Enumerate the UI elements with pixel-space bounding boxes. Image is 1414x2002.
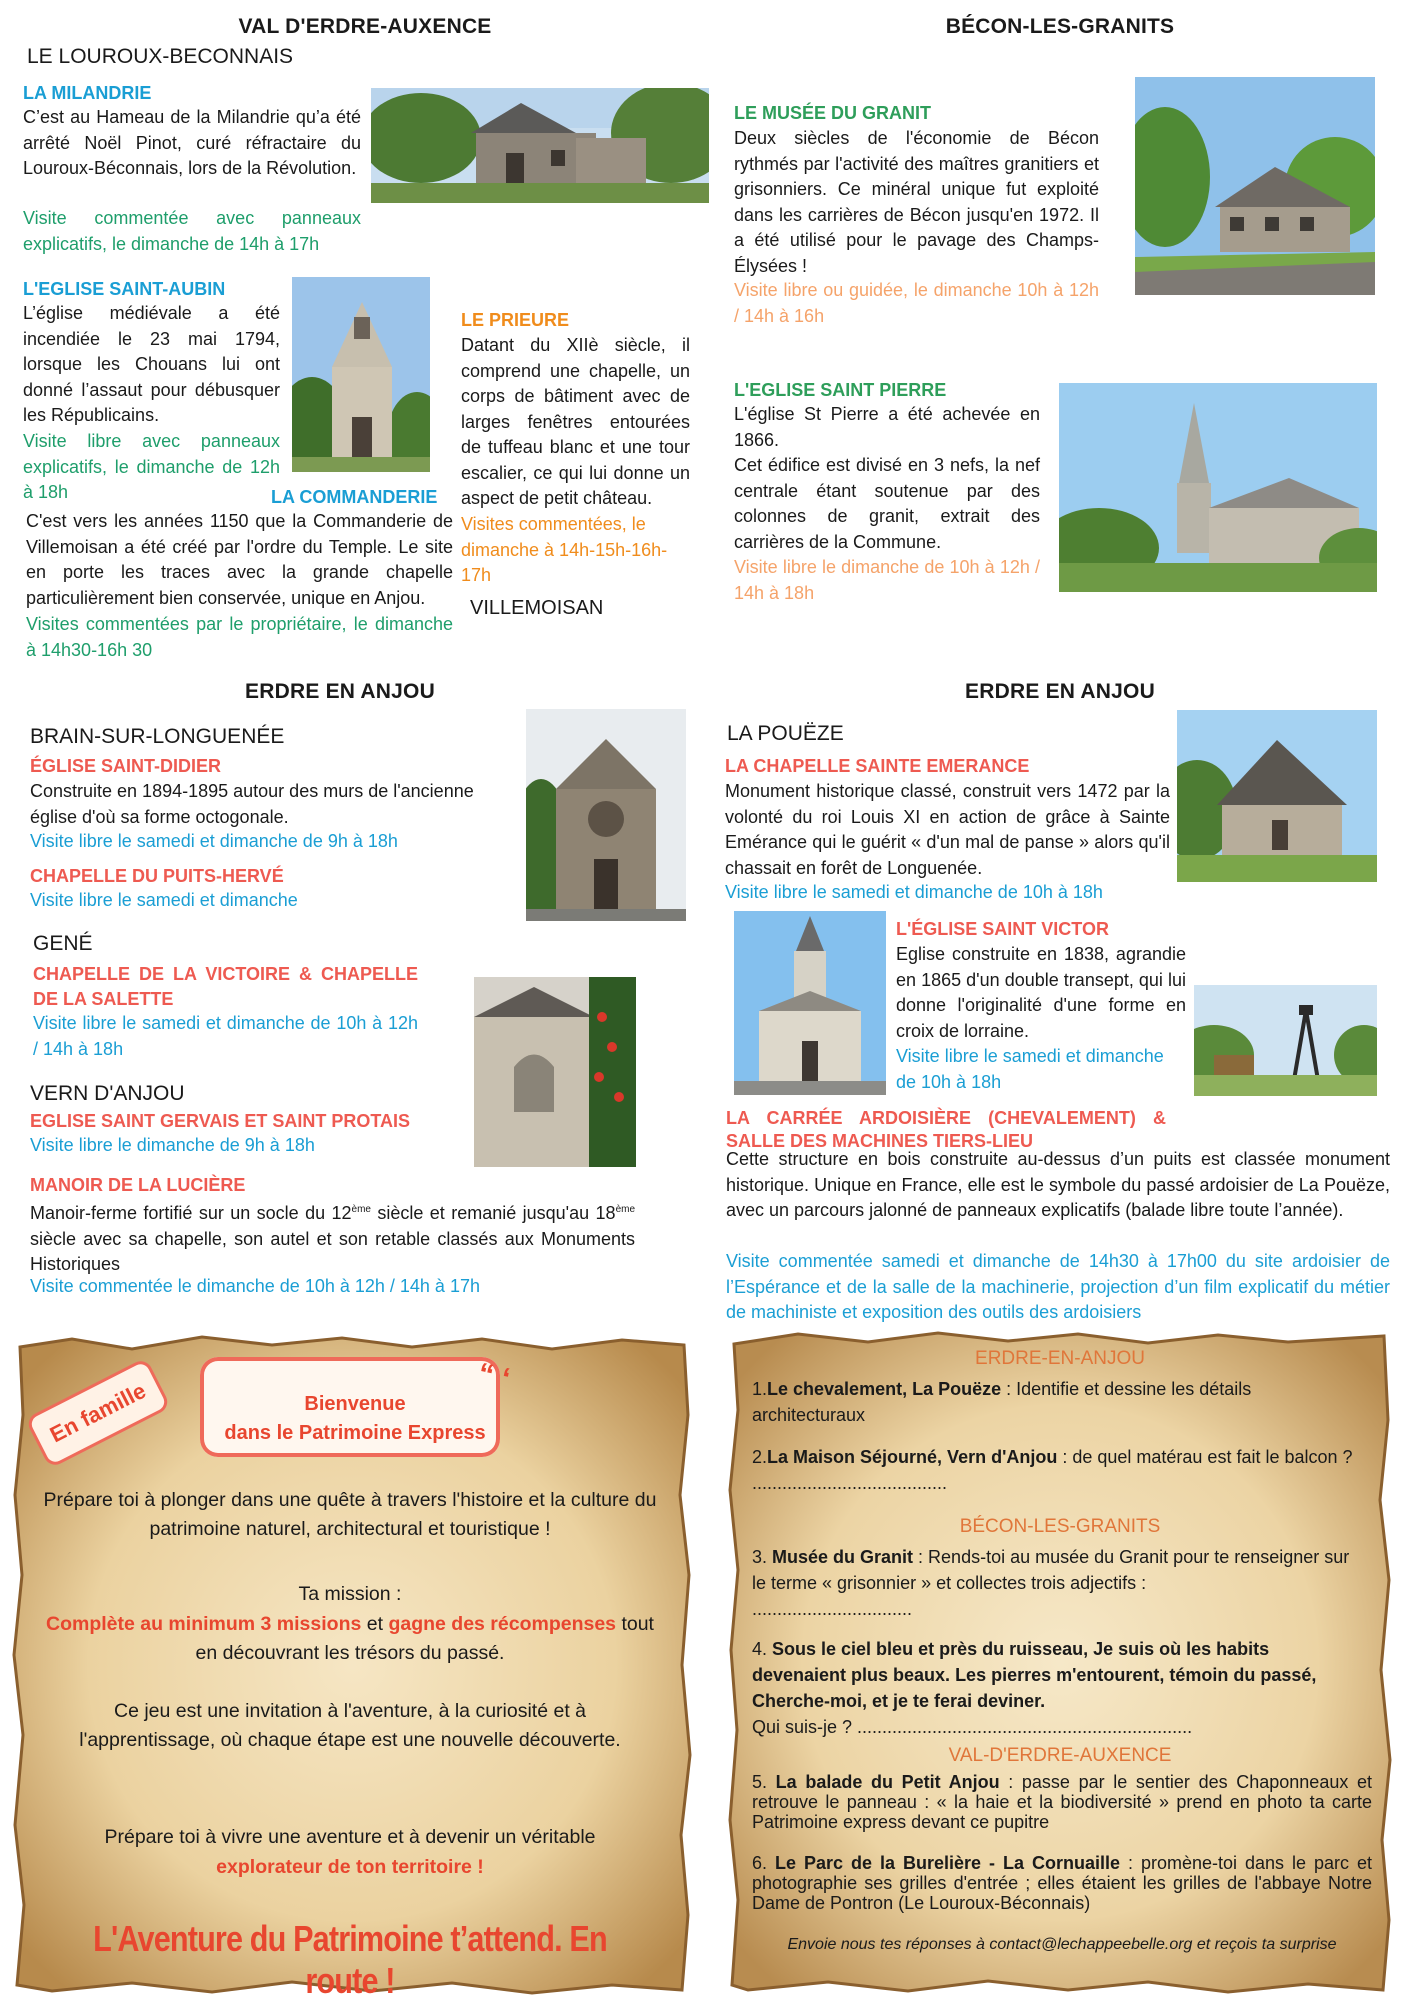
town-villemoisan: VILLEMOISAN — [470, 597, 604, 619]
town-gene: GENÉ — [33, 932, 93, 955]
question-3-dots: ................................ — [752, 1599, 913, 1619]
saint-victor-title: L'ÉGLISE SAINT VICTOR — [896, 919, 1109, 939]
prieure-visit: Visites commentées, le dimanche à 14h-15h-16h-17h — [461, 514, 668, 585]
saint-pierre-text1: L'église St Pierre a été achevée en 1866. — [734, 404, 1040, 450]
quiz-section-val-derdre: VAL-D'ERDRE-AUXENCE — [948, 1745, 1172, 1766]
saint-didier-visit: Visite libre le samedi et dimanche de 9h à 18h — [30, 831, 398, 851]
saint-pierre-visit: Visite libre le dimanche de 10h à 12h / 14h à 18h — [734, 557, 1040, 603]
emerance-title: LA CHAPELLE SAINTE EMERANCE — [725, 756, 1030, 776]
town-le-louroux: LE LOUROUX-BECONNAIS — [27, 45, 294, 68]
question-3: 3. Musée du Granit : Rends-toi au musée du Granit pour te renseigner sur le terme « grisonnier » et collectes trois adjectifs : — [752, 1547, 1350, 1593]
commanderie-visit: Visites commentées par le propriétaire, le dimanche à 14h30-16h 30 — [26, 614, 453, 660]
en-famille-badge: En famille — [25, 1357, 172, 1469]
town-vern: VERN D'ANJOU — [30, 1082, 185, 1105]
milandrie-visit: Visite commentée avec panneaux explicatifs, le dimanche de 14h à 17h — [23, 208, 361, 254]
invite-text: Ce jeu est une invitation à l'aventure, à la curiosité et à l'apprentissage, où chaque étape est une nouvelle découverte. — [79, 1700, 621, 1751]
saint-victor-visit: Visite libre le samedi et dimanche de 10h à 18h — [896, 1046, 1164, 1092]
spark-icon: “ ‘ — [475, 1357, 513, 1396]
luciere-text: Manoir-ferme fortifié sur un socle du 12ème siècle et remanié jusqu'au 18ème siècle avec sa chapelle, son autel et son retable classés aux Monuments Historiques — [30, 1203, 636, 1274]
town-la-poueze: LA POUËZE — [727, 722, 844, 745]
explorer-text: explorateur de ton territoire ! — [216, 1856, 484, 1878]
saint-aubin-photo — [292, 277, 430, 472]
milandrie-text: C’est au Hameau de la Milandrie qu’a été arrêté Noël Pinot, curé réfractaire du Louroux-Béconnais, lors de la Révolution. — [23, 107, 361, 178]
saint-victor-photo — [734, 911, 886, 1095]
saint-pierre-text2: Cet édifice est divisé en 3 nefs, la nef centrale étant soutenue par des colonnes de granit, extrait des carrières de la Commune. — [734, 455, 1040, 552]
puits-herve-visit: Visite libre le samedi et dimanche — [30, 890, 298, 910]
victoire-salette-title: CHAPELLE DE LA VICTOIRE & CHAPELLE DE LA SALETTE — [33, 964, 418, 1009]
gene-chapel-photo — [474, 977, 636, 1167]
victoire-salette-visit: Visite libre le samedi et dimanche de 10h à 12h / 14h à 18h — [33, 1013, 418, 1059]
question-6: 6. Le Parc de la Burelière - La Cornuaille : promène-toi dans le parc et photographie ses grilles d'entrée ; elles étaient les grilles de l'abbaye Notre Dame de Pontron (Le Louroux-Béconnais) — [752, 1853, 1372, 1913]
luciere-visit: Visite commentée le dimanche de 10h à 12h / 14h à 17h — [30, 1276, 480, 1296]
town-brain: BRAIN-SUR-LONGUENÉE — [30, 725, 285, 748]
section-title-val-derdre: VAL D'ERDRE-AUXENCE — [238, 15, 492, 38]
slogan: L'Aventure du Patrimoine t’attend. En route ! — [93, 1918, 607, 2001]
milandrie-title: LA MILANDRIE — [23, 83, 152, 103]
carree-ardoisiere-title: LA CARRÉE ARDOISIÈRE (CHEVALEMENT) & SALLE DES MACHINES TIERS-LIEU — [726, 1108, 1166, 1151]
emerance-photo — [1177, 710, 1377, 882]
question-4-answer: Qui suis-je ? ................................................................... — [752, 1717, 1193, 1737]
musee-photo — [1135, 77, 1375, 295]
saint-pierre-photo — [1059, 383, 1377, 592]
mission-text: Complète au minimum 3 missions et gagne des récompenses tout en découvrant les trésors du passé. — [46, 1613, 654, 1664]
saint-didier-title: ÉGLISE SAINT-DIDIER — [30, 756, 222, 776]
emerance-visit: Visite libre le samedi et dimanche de 10h à 18h — [725, 882, 1103, 902]
gervais-protais-visit: Visite libre le dimanche de 9h à 18h — [30, 1135, 315, 1155]
quiz-section-becon: BÉCON-LES-GRANITS — [959, 1516, 1161, 1537]
saint-victor-text: Eglise construite en 1838, agrandie en 1865 d'un double transept, qui lui donne l'originalité d'une forme en croix de lorraine. — [896, 944, 1186, 1041]
chevalement-photo — [1194, 985, 1377, 1096]
prieure-title: LE PRIEURE — [461, 310, 570, 330]
luciere-title: MANOIR DE LA LUCIÈRE — [30, 1175, 246, 1195]
emerance-text: Monument historique classé, construit vers 1472 par la volonté du roi Louis XI en action de grâce à Sainte Emérance qui le guérit « d'un mal de panse » alors qu'il chassait en forêt de Longuenée. — [725, 781, 1170, 878]
prepare-text: Prépare toi à vivre une aventure et à devenir un véritable — [104, 1826, 596, 1848]
commanderie-title: LA COMMANDERIE — [271, 487, 438, 507]
section-title-becon: BÉCON-LES-GRANITS — [945, 15, 1175, 38]
mission-label: Ta mission : — [298, 1583, 402, 1605]
prieure-text: Datant du XIIè siècle, il comprend une chapelle, un corps de bâtiment avec de larges fenêtres entourées de tuffeau blanc et une tour escalier, ce qui lui donne un aspect de petit château. — [461, 335, 690, 508]
saint-aubin-visit: Visite libre avec panneaux explicatifs, le dimanche de 12h à 18h — [23, 431, 280, 502]
gervais-protais-title: EGLISE SAINT GERVAIS ET SAINT PROTAIS — [30, 1111, 411, 1131]
section-title-erdre-left: ERDRE EN ANJOU — [245, 680, 435, 703]
milandrie-photo — [371, 88, 709, 203]
puits-herve-title: CHAPELLE DU PUITS-HERVÉ — [30, 866, 284, 886]
saint-aubin-text: L’église médiévale a été incendiée le 23 mai 1794, lorsque les Chouans lui ont donné l’assaut pour débusquer les Républicains. — [23, 303, 280, 425]
section-title-erdre-right: ERDRE EN ANJOU — [965, 680, 1155, 703]
question-1: 1.Le chevalement, La Pouëze : Identifie et dessine les détails architecturaux — [752, 1379, 1252, 1425]
saint-aubin-title: L'EGLISE SAINT-AUBIN — [23, 279, 226, 299]
carree-ardoisiere-text: Cette structure en bois construite au-dessus d’un puits est classée monument historique. Unique en France, elle est le symbole du passé ardoisier de La Pouëze, avec un parcours jalonné de panneaux explicatifs (balade libre toute l’année). — [726, 1149, 1390, 1220]
carree-ardoisiere-visit: Visite commentée samedi et dimanche de 14h30 à 17h00 du site ardoisier de l’Espérance et de la salle de la machinerie, projection d’un film explicatif du métier de machiniste et exposition des outils des ardoisiers — [726, 1251, 1390, 1322]
welcome-text: Bienvenue dans le Patrimoine Express — [224, 1393, 486, 1444]
saint-didier-text: Construite en 1894-1895 autour des murs de l'ancienne église d'où sa forme octogonale. — [30, 781, 474, 827]
commanderie-text: C'est vers les années 1150 que la Commanderie de Villemoisan a été créé par l'ordre du Temple. Le site en porte les traces avec la grande chapelle particulièrement bien conservée, unique en Anjou. — [26, 511, 453, 608]
question-5: 5. La balade du Petit Anjou : passe par le sentier des Chaponneaux et retrouve le panneau : « la haie et la biodiversité » prend en photo ta carte Patrimoine express devant ce pupitre — [752, 1772, 1372, 1832]
musee-title: LE MUSÉE DU GRANIT — [734, 103, 932, 123]
quiz-section-erdre: ERDRE-EN-ANJOU — [975, 1348, 1145, 1369]
musee-text: Deux siècles de l'économie de Bécon rythmés par l'activité des maîtres granitiers et grisonniers. Ce minéral unique fut exploité dans les carrières de Bécon jusqu'en 1972. Il a été utilisé pour le pavage des Champs-Élysées ! — [734, 128, 1099, 276]
intro-text: Prépare toi à plonger dans une quête à travers l'histoire et la culture du patrimoine naturel, architectural et touristique ! — [43, 1489, 657, 1540]
saint-pierre-title: L'EGLISE SAINT PIERRE — [734, 380, 947, 400]
question-4: 4. Sous le ciel bleu et près du ruisseau, Je suis où les habits devenaient plus beaux. Les pierres m'entourent, témoin du passé, Cherche-moi, et je te ferai deviner. — [752, 1639, 1317, 1711]
question-2: 2.La Maison Séjourné, Vern d'Anjou : de quel matérau est fait le balcon ? ....................................... — [752, 1447, 1353, 1493]
saint-didier-photo — [526, 709, 686, 921]
quiz-footer: Envoie nous tes réponses à contact@lechappeebelle.org et reçois ta surprise — [787, 1936, 1337, 1953]
musee-visit: Visite libre ou guidée, le dimanche 10h à 12h / 14h à 16h — [734, 280, 1099, 326]
